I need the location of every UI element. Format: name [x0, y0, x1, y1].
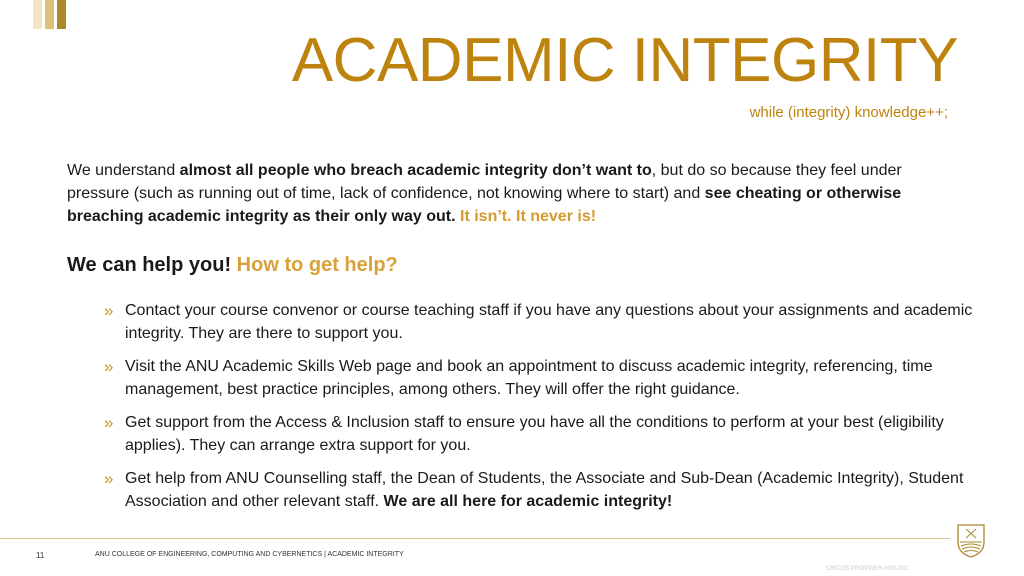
cricos-text: CRICOS PROVIDER #00120C	[826, 566, 909, 572]
decorative-bar	[33, 0, 42, 29]
help-heading-link-text: How to get help?	[236, 254, 398, 276]
list-item	[104, 411, 984, 457]
intro-highlight-text: It isn’t.	[455, 208, 512, 225]
intro-bold-text: almost all people who breach academic integrity don’t want to	[179, 162, 652, 179]
decorative-bar	[57, 0, 66, 29]
list-item	[104, 355, 984, 401]
footer-text: ANU COLLEGE OF ENGINEERING, COMPUTING AND CYBERNETICS | ACADEMIC INTEGRITY	[95, 551, 404, 558]
list-item-text: Visit the ANU Academic Skills Web page and book an appointment to discuss academic integrity, referencing, time management, best practice principles, among others. They will offer the right guidance.	[125, 358, 933, 398]
help-list	[104, 299, 984, 523]
decorative-bar	[45, 0, 54, 29]
footer-divider	[0, 538, 950, 539]
intro-bold-text: see cheating or otherwise breaching academic integrity as their only way out.	[67, 185, 902, 225]
list-item	[104, 299, 984, 345]
chevron-right-icon: »	[104, 413, 114, 432]
chevron-right-icon: »	[104, 301, 114, 320]
page-title: ACADEMIC INTEGRITY	[291, 26, 958, 95]
page-subtitle: while (integrity) knowledge++;	[749, 104, 948, 121]
help-heading	[67, 254, 398, 277]
page-number: 11	[36, 551, 45, 560]
list-item-bold-text: We are all here for academic integrity!	[383, 493, 673, 510]
chevron-right-icon: »	[104, 357, 114, 376]
intro-text: We understand	[67, 162, 180, 179]
list-item	[104, 467, 984, 513]
list-item-text: Get help from ANU Counselling staff, the Dean of Students, the Associate and Sub-Dean (Academic Integrity), Student Association and other relevant staff.	[125, 470, 964, 510]
anu-crest-icon	[956, 522, 986, 558]
chevron-right-icon: »	[104, 469, 114, 488]
intro-highlight-text: It never is!	[511, 208, 597, 225]
intro-paragraph	[67, 159, 967, 228]
intro-text: , but do so because they feel under pressure (such as running out of time, lack of confidence, not knowing where to start) and	[67, 162, 902, 202]
list-item-text: Get support from the Access & Inclusion staff to ensure you have all the conditions to perform at your best (eligibility applies). They can arrange extra support for you.	[125, 414, 944, 454]
list-item-text: Contact your course convenor or course teaching staff if you have any questions about your assignments and academic integrity. They are there to support you.	[125, 302, 973, 342]
help-heading-text: We can help you!	[67, 254, 232, 276]
